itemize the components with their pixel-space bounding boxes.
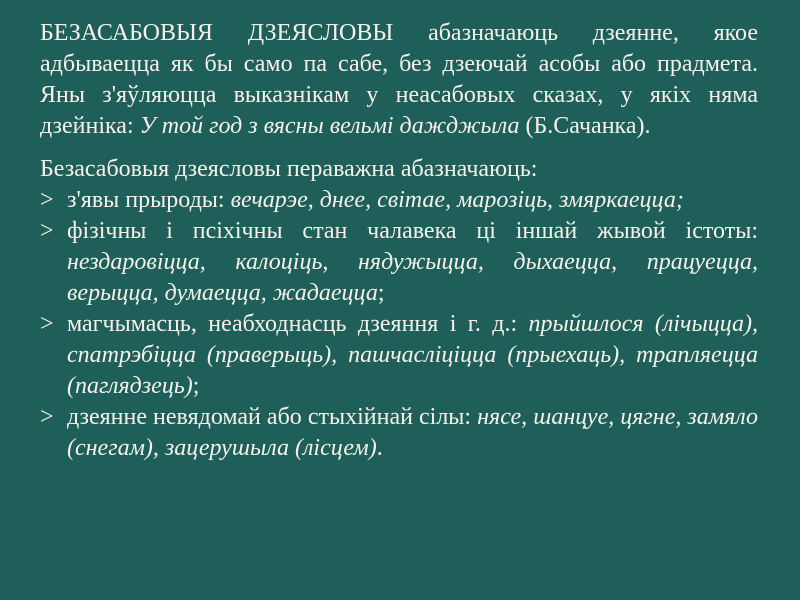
list-item-unknown-force — [40, 402, 758, 464]
list-item-label: з'явы прыроды: — [67, 187, 231, 213]
list-item-examples: вечарэе, днее, світае, марозіць, змяркаецца; — [230, 187, 684, 213]
bullet-marker: > — [40, 187, 54, 213]
intro-paragraph — [40, 18, 758, 142]
list-item-suffix: . — [376, 435, 383, 461]
bullet-marker: > — [40, 311, 54, 337]
list-item-nature — [40, 185, 758, 216]
list-item-possibility — [40, 309, 758, 402]
usage-list — [40, 185, 758, 464]
list-item-examples: нясе, шанцуе, цягне, замяло (снегам), зацерушыла (лісцем) — [67, 404, 758, 461]
list-section — [40, 154, 758, 464]
bullet-marker: > — [40, 404, 54, 430]
list-item-examples: прыйшлося (лічыцца), спатрэбіцца (праверыць), пашчасліціцца (прыехаць), трапляецца (паглядзець) — [67, 311, 758, 399]
list-item-suffix: ; — [377, 280, 385, 306]
list-item-examples: нездаровіцца, калоціць, нядужыцца, дыхаецца, працуецца, верыцца, думаецца, жадаецца — [67, 249, 758, 306]
list-item-label: дзеянне невядомай або стыхійнай сілы: — [67, 404, 478, 430]
list-item-state — [40, 216, 758, 309]
list-item-label: магчымасць, неабходнасць дзеяння і г. д.: — [67, 311, 529, 337]
list-item-suffix: ; — [192, 373, 200, 399]
slide-content — [40, 18, 758, 464]
intro-example: У той год з вясны вельмі дажджыла — [139, 113, 520, 139]
list-title: Безасабовыя дзеясловы пераважна абазначаюць: — [40, 156, 538, 182]
list-item-label: фізічны і псіхічны стан чалавека ці іншай жывой істоты: — [67, 218, 758, 244]
bullet-marker: > — [40, 218, 54, 244]
intro-text: БЕЗАСАБОВЫЯ ДЗЕЯСЛОВЫ абазначаюць дзеянне, якое адбываецца як бы само па сабе, без дзеючай асобы або прадмета. Яны з'яўляюцца выказнікам у неасабовых сказах, у якіх няма дзейніка: — [40, 20, 758, 139]
intro-source: (Б.Сачанка). — [519, 113, 651, 139]
